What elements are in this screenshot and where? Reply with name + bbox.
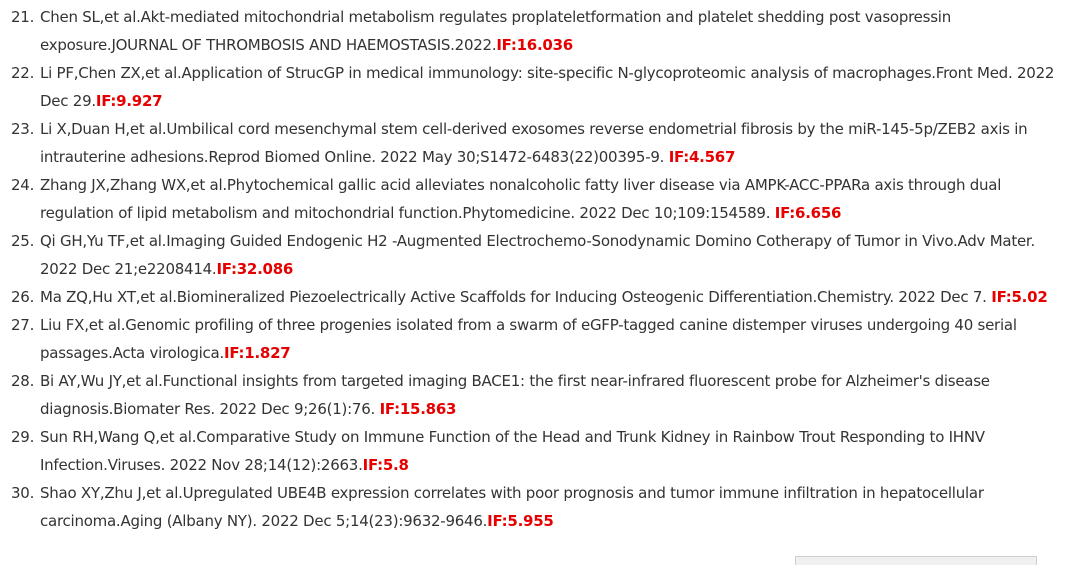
publication-citation: Chen SL,et al.Akt-mediated mitochondrial metabolism regulates proplateletformation and platelet shedding post vasopressin exposure.JOURNAL OF THROMBOSIS AND HAEMOSTASIS.2022. xyxy=(40,8,951,54)
impact-factor: IF:6.656 xyxy=(774,204,842,222)
publication-citation: Li PF,Chen ZX,et al.Application of StrucGP in medical immunology: site-specific N-glycoproteomic analysis of macrophages.Front Med. 2022 Dec 29. xyxy=(40,64,1055,110)
publication-citation: Sun RH,Wang Q,et al.Comparative Study on Immune Function of the Head and Trunk Kidney in Rainbow Trout Responding to IHNV Infection.Viruses. 2022 Nov 28;14(12):2663. xyxy=(40,428,985,474)
impact-factor: IF:9.927 xyxy=(95,92,163,110)
publication-citation: Ma ZQ,Hu XT,et al.Biomineralized Piezoelectrically Active Scaffolds for Inducing Osteogenic Differentiation.Chemistry. 2022 Dec 7. xyxy=(40,288,992,306)
publication-number: 21. xyxy=(11,8,35,26)
impact-factor: IF:1.827 xyxy=(224,344,291,362)
impact-factor: IF:5.955 xyxy=(487,512,554,530)
publication-item xyxy=(0,367,1072,423)
publication-item xyxy=(0,283,1072,311)
scrollbar-thumb[interactable] xyxy=(795,556,1037,565)
publication-citation: Zhang JX,Zhang WX,et al.Phytochemical gallic acid alleviates nonalcoholic fatty liver disease via AMPK-ACC-PPARa axis through dual regulation of lipid metabolism and mitochondrial function.Phytomedicine. 2022 Dec 10;109:154589. xyxy=(40,176,1002,222)
publication-item xyxy=(0,171,1072,227)
publication-number: 25. xyxy=(11,232,35,250)
publication-number: 27. xyxy=(11,316,35,334)
publication-citation: Liu FX,et al.Genomic profiling of three progenies isolated from a swarm of eGFP-tagged canine distemper viruses undergoing 40 serial passages.Acta virologica. xyxy=(40,316,1017,362)
publication-number: 30. xyxy=(11,484,35,502)
publication-number: 29. xyxy=(11,428,35,446)
publication-item xyxy=(0,227,1072,283)
impact-factor: IF:15.863 xyxy=(379,400,457,418)
impact-factor: IF:32.086 xyxy=(216,260,294,278)
publication-item xyxy=(0,59,1072,115)
publication-item xyxy=(0,3,1072,59)
publication-number: 24. xyxy=(11,176,35,194)
publication-citation: Li X,Duan H,et al.Umbilical cord mesenchymal stem cell-derived exosomes reverse endometrial fibrosis by the miR-145-5p/ZEB2 axis in intrauterine adhesions.Reprod Biomed Online. 2022 May 30;S1472-6483(22)00395-9. xyxy=(40,120,1028,166)
publication-citation: Shao XY,Zhu J,et al.Upregulated UBE4B expression correlates with poor prognosis and tumor immune infiltration in hepatocellular carcinoma.Aging (Albany NY). 2022 Dec 5;14(23):9632-9646. xyxy=(40,484,984,530)
publication-list xyxy=(0,3,1072,535)
publication-item xyxy=(0,311,1072,367)
publication-item xyxy=(0,423,1072,479)
publication-citation: Bi AY,Wu JY,et al.Functional insights from targeted imaging BACE1: the first near-infrared fluorescent probe for Alzheimer's disease diagnosis.Biomater Res. 2022 Dec 9;26(1):76. xyxy=(40,372,990,418)
publication-number: 26. xyxy=(11,288,35,306)
impact-factor: IF:5.02 xyxy=(991,288,1048,306)
impact-factor: IF:4.567 xyxy=(668,148,736,166)
impact-factor: IF:5.8 xyxy=(362,456,409,474)
impact-factor: IF:16.036 xyxy=(496,36,573,54)
publication-citation: Qi GH,Yu TF,et al.Imaging Guided Endogenic H2 -Augmented Electrochemo-Sonodynamic Domino Cotherapy of Tumor in Vivo.Adv Mater. 2022 Dec 21;e2208414. xyxy=(40,232,1035,278)
publication-item xyxy=(0,479,1072,535)
publication-number: 22. xyxy=(11,64,35,82)
publication-number: 23. xyxy=(11,120,35,138)
publication-number: 28. xyxy=(11,372,35,390)
publication-item xyxy=(0,115,1072,171)
